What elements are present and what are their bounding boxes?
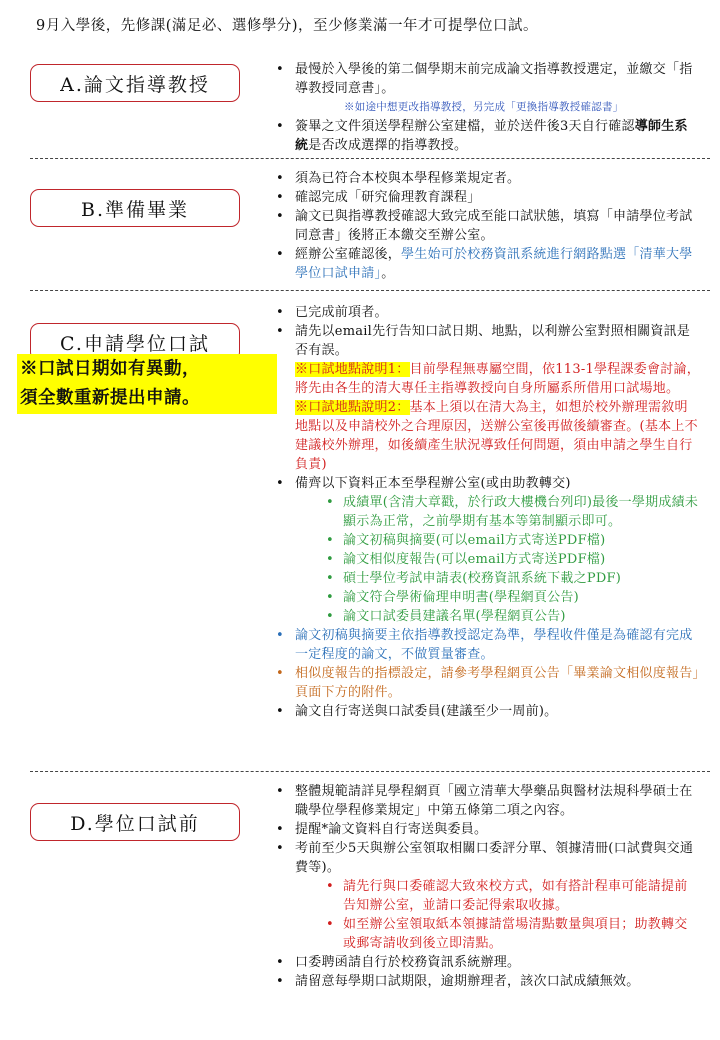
- doc-item-2: • 論文初稿與摘要(可以email方式寄送PDF檔): [274, 531, 700, 550]
- section-c-item-2: • 請先以email先行告知口試日期、地點，以利辦公室對照相關資訊是否有誤。: [274, 322, 700, 360]
- warning-line-1: ※口試日期如有異動，: [20, 359, 200, 379]
- section-d-item-3: • 考前至少5天與辦公室領取相關口委評分單、領據清冊(口試費與交通費等)。: [274, 839, 700, 877]
- step-c-box: C.申請學位口試: [30, 323, 240, 361]
- section-d-list: [274, 782, 700, 991]
- section-a-item-2: • 簽畢之文件須送學程辦公室建檔，並於送件後3天自行確認導師生系統是否改成選擇的指導教授。: [274, 117, 700, 155]
- divider-1: [30, 158, 710, 159]
- section-c-item-1: • 已完成前項者。: [274, 303, 700, 322]
- doc-item-3: • 論文相似度報告(可以email方式寄送PDF檔): [274, 550, 700, 569]
- section-a-note: ※如途中想更改指導教授，另完成「更換指導教授確認書」: [344, 101, 624, 113]
- section-a-list: [274, 60, 700, 155]
- warning-line-2: 須全數重新提出申請。: [20, 388, 200, 408]
- doc-item-1: • 成績單(含清大章戳，於行政大樓機台列印)最後一學期成績未顯示為正常，之前學期有基本等第制顯示即可。: [274, 493, 700, 531]
- section-d-item-1: • 整體規範請詳見學程網頁「國立清華大學藥品與醫材法規科學碩士在職學位學程修業規定」中第五條第二項之內容。: [274, 782, 700, 820]
- section-b-item-3: • 論文已與指導教授確認大致完成至能口試狀態，填寫「申請學位考試同意書」後將正本繳交至辦公室。: [274, 207, 700, 245]
- section-c-item-3: • 備齊以下資料正本至學程辦公室(或由助教轉交): [274, 474, 700, 493]
- section-d-item-4: • 口委聘函請自行於校務資訊系統辦理。: [274, 953, 700, 972]
- step-d-box: D.學位口試前: [30, 803, 240, 841]
- section-d-sub-1: • 請先行與口委確認大致來校方式，如有搭計程車可能請提前告知辦公室，並請口委記得索取收據。: [274, 877, 700, 915]
- section-b-list: [274, 169, 700, 283]
- date-change-warning: [17, 354, 277, 414]
- location-note-2: ※口試地點說明2：基本上須以在清大為主，如想於校外辦理需敘明地點以及申請校外之合理原因，送辦公室後再做後續審查。(基本上不建議校外辦理，如後續產生狀況導致任何問題，須由申請之學生自行負責): [295, 400, 698, 472]
- divider-2: [30, 290, 710, 291]
- divider-3: [30, 771, 710, 772]
- system-name: 導師生系統: [295, 119, 688, 153]
- section-c-list: [274, 303, 700, 721]
- online-apply-text: 學生始可於校務資訊系統進行網路點選「清華大學學位口試申請」: [295, 247, 693, 281]
- doc-item-6: • 論文口試委員建議名單(學程網頁公告): [274, 607, 700, 626]
- section-c-item-4: • 論文初稿與摘要主依指導教授認定為準，學程收件僅是為確認有完成一定程度的論文，不做質量審查。: [274, 626, 700, 664]
- section-d-item-5: • 請留意每學期口試期限，逾期辦理者，該次口試成績無效。: [274, 972, 700, 991]
- step-a-box: A.論文指導教授: [30, 64, 240, 102]
- section-d-item-2: • 提醒*論文資料自行寄送與委員。: [274, 820, 700, 839]
- section-b-item-2: • 確認完成「研究倫理教育課程」: [274, 188, 700, 207]
- doc-item-5: • 論文符合學術倫理申明書(學程網頁公告): [274, 588, 700, 607]
- section-a-item-1: • 最慢於入學後的第二個學期末前完成論文指導教授選定，並繳交「指導教授同意書」。: [274, 60, 700, 98]
- intro-text: 9月入學後，先修課(滿足必、選修學分)，至少修業滿一年才可提學位口試。: [36, 18, 539, 34]
- section-d-sub-2: • 如至辦公室領取紙本領據請當場清點數量與項目；助教轉交或郵寄請收到後立即清點。: [274, 915, 700, 953]
- step-b-box: B.準備畢業: [30, 189, 240, 227]
- location-note-1: ※口試地點說明1：目前學程無專屬空間，依113-1學程課委會討論，將先由各生的清大專任主指導教授向自身所屬系所借用口試場地。: [295, 362, 701, 396]
- section-c-item-5: • 相似度報告的指標設定，請參考學程網頁公告「畢業論文相似度報告」頁面下方的附件。: [274, 664, 700, 702]
- doc-item-4: • 碩士學位考試申請表(校務資訊系統下載之PDF): [274, 569, 700, 588]
- section-b-item-4: • 經辦公室確認後，學生始可於校務資訊系統進行網路點選「清華大學學位口試申請」。: [274, 245, 700, 283]
- section-b-item-1: • 須為已符合本校與本學程修業規定者。: [274, 169, 700, 188]
- section-c-item-6: • 論文自行寄送與口試委員(建議至少一周前)。: [274, 702, 700, 721]
